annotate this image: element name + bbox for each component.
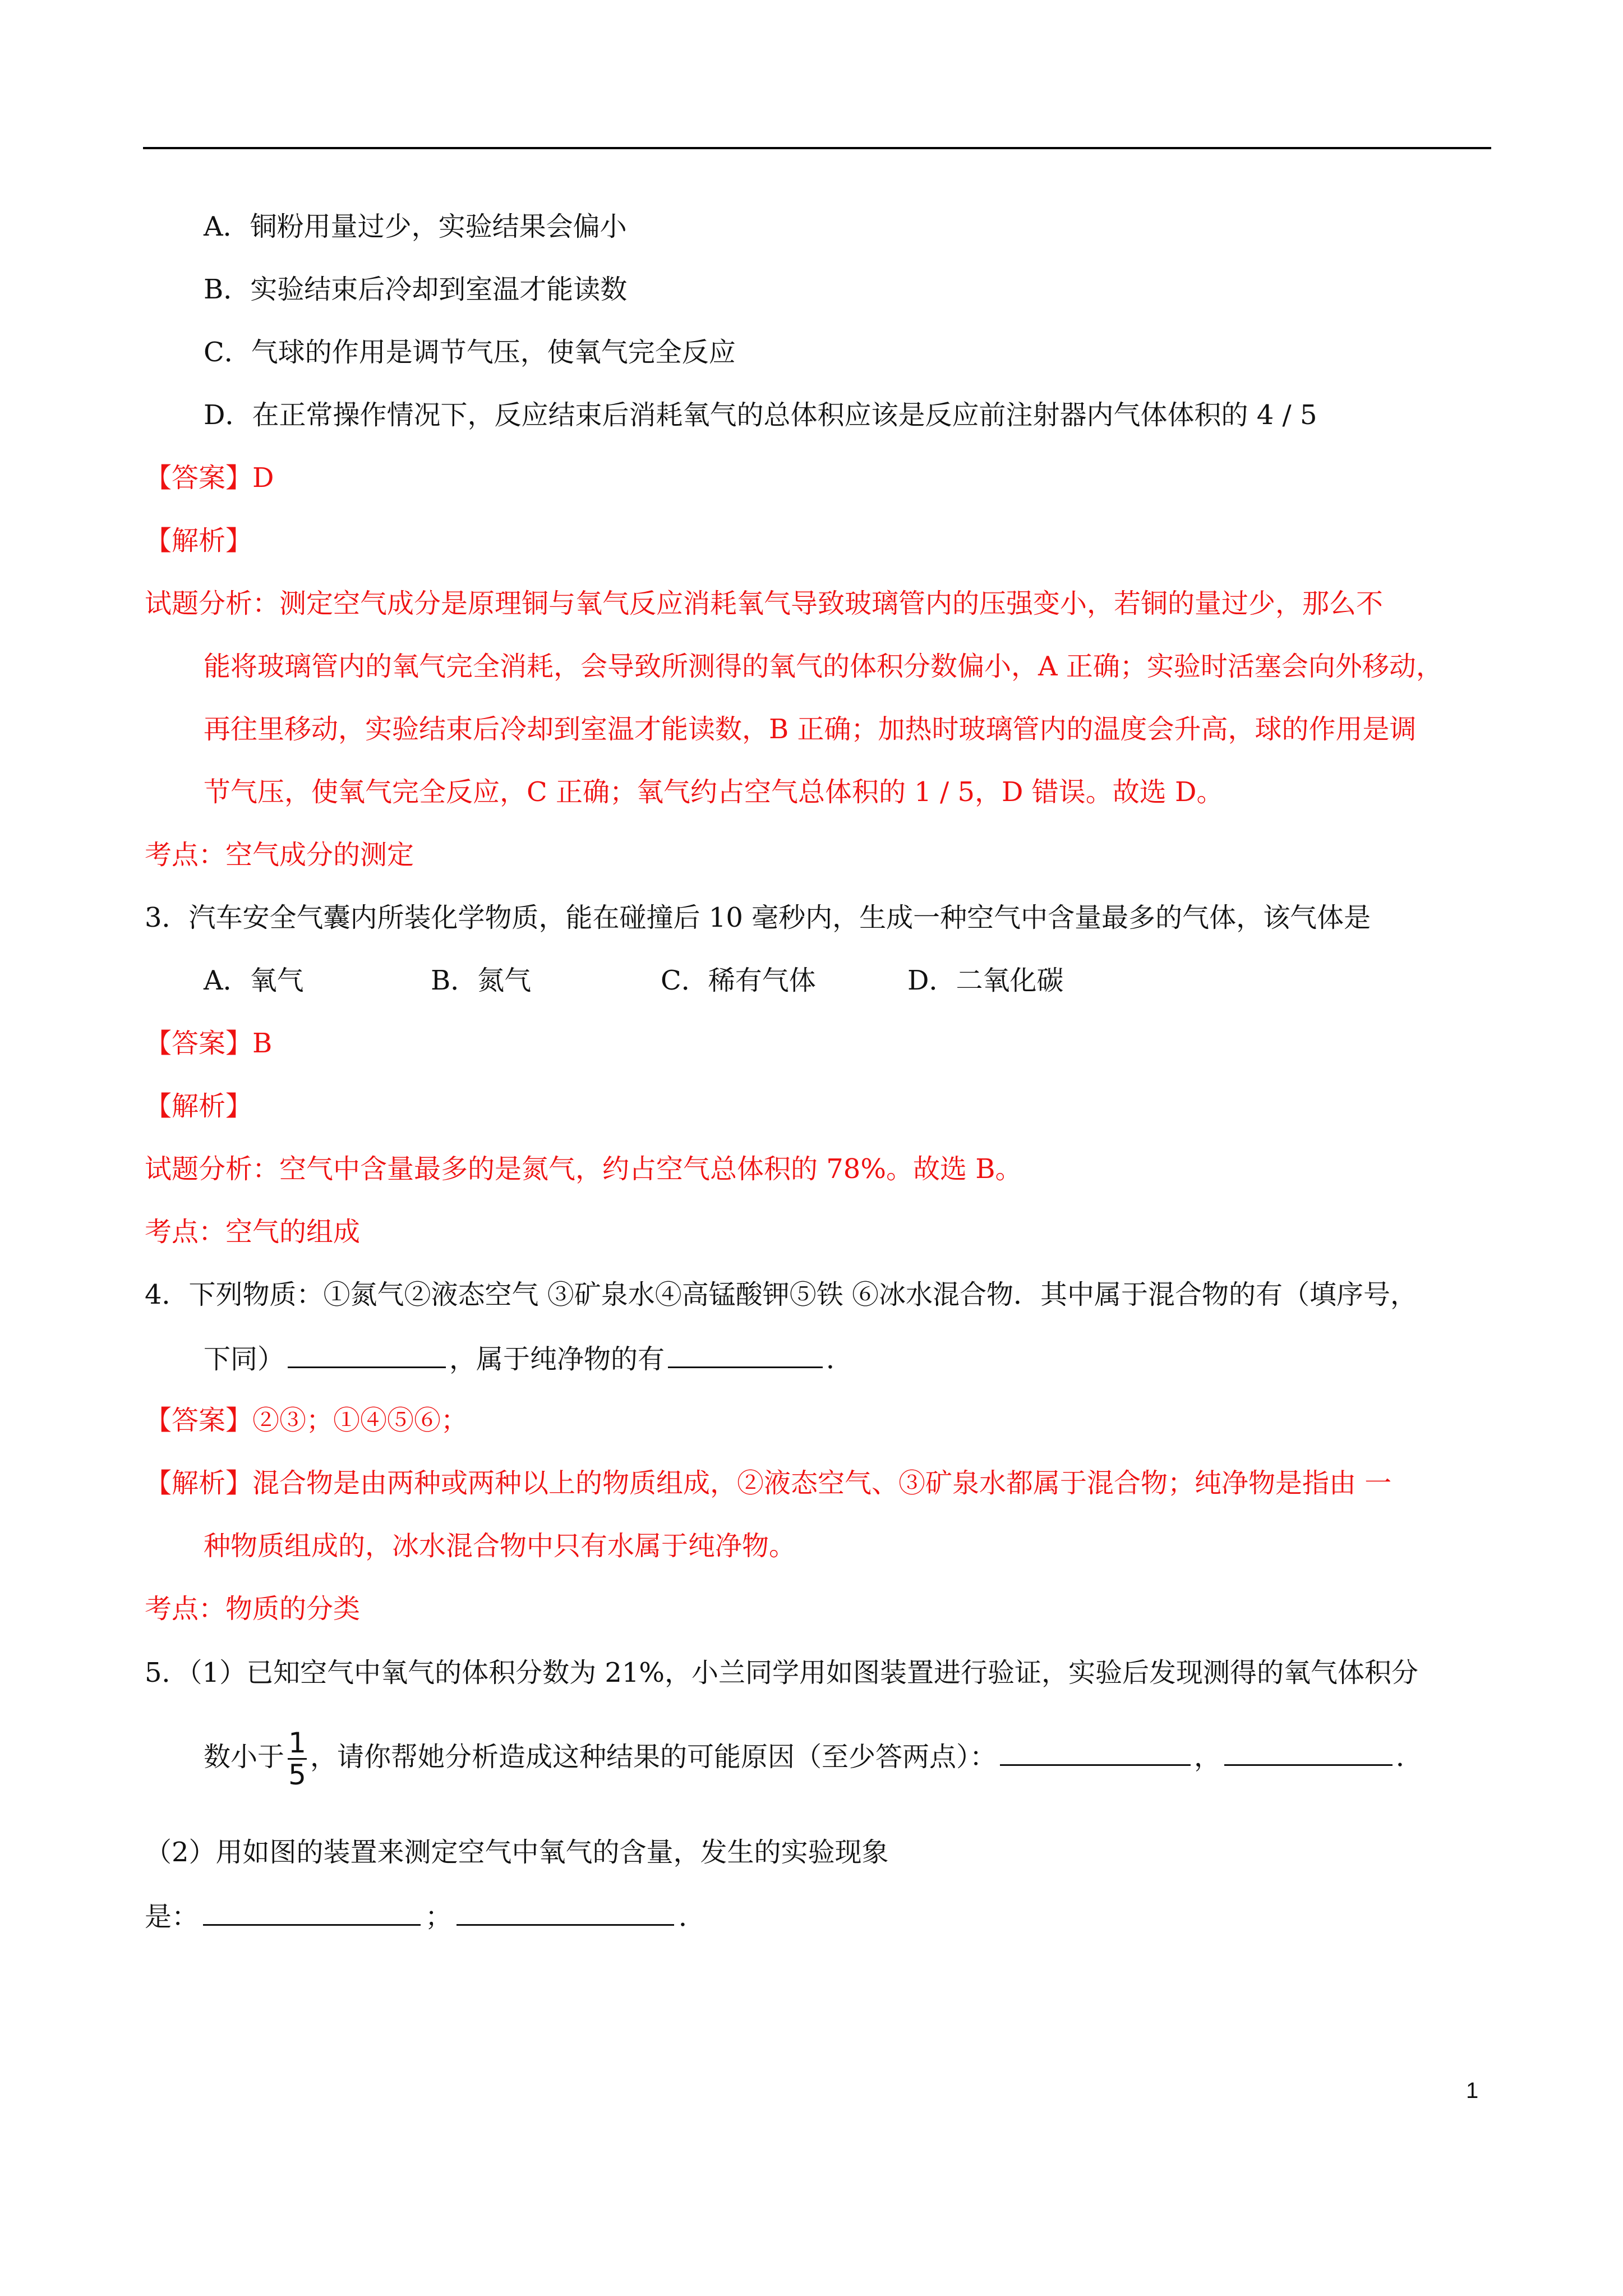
q5-text: ； — [425, 1901, 453, 1932]
answer-label: 【答案】 — [145, 462, 253, 494]
q3-option-a: A．氧气 — [204, 965, 304, 996]
fraction-numerator: 1 — [288, 1727, 306, 1759]
q5-line2 — [204, 1728, 1423, 1790]
q2-option-b: B．实验结束后冷却到室温才能读数 — [204, 274, 628, 305]
q5-text: ， — [1194, 1741, 1221, 1773]
q3-option-b: B．氮气 — [431, 965, 532, 996]
q5-text: 数小于 — [204, 1741, 285, 1773]
q2-analysis-line: 节气压，使氧气完全反应，C 正确；氧气约占空气总体积的 1 / 5，D 错误。故选 D。 — [204, 776, 1224, 808]
q4-analysis — [145, 1465, 1391, 1501]
q3-stem: 3．汽车安全气囊内所装化学物质，能在碰撞后 10 毫秒内，生成一种空气中含量最多的气体，该气体是 — [145, 902, 1371, 933]
q2-option-c: C．气球的作用是调节气压，使氧气完全反应 — [204, 337, 736, 368]
header-rule — [143, 147, 1491, 149]
q4-stem-line2 — [204, 1340, 853, 1377]
answer-value: B — [252, 1028, 273, 1059]
q5-line1: 5．（1）已知空气中氧气的体积分数为 21%，小兰同学用如图装置进行验证，实验后发现测得的氧气体积分 — [145, 1657, 1419, 1688]
q3-option-c: C．稀有气体 — [661, 965, 816, 996]
analysis-text: 混合物是由两种或两种以上的物质组成，②液态空气、③矿泉水都属于混合物；纯净物是指由 一 — [252, 1467, 1392, 1499]
answer-label: 【答案】 — [145, 1028, 253, 1059]
q2-point: 考点：空气成分的测定 — [145, 839, 414, 871]
q5-line4 — [145, 1897, 706, 1935]
q5-text: ． — [679, 1901, 706, 1932]
q2-analysis-label: 【解析】 — [145, 525, 253, 556]
answer-label: 【答案】 — [145, 1405, 253, 1436]
q4-stem-text: 下同） — [204, 1343, 285, 1375]
q2-analysis-line: 能将玻璃管内的氧气完全消耗，会导致所测得的氧气的体积分数偏小，A 正确；实验时活塞会向外移动， — [204, 651, 1443, 682]
q2-answer — [145, 460, 274, 496]
fraction-denominator: 5 — [288, 1759, 306, 1791]
q2-option-a: A．铜粉用量过少，实验结果会偏小 — [204, 211, 627, 242]
q4-point: 考点：物质的分类 — [145, 1593, 361, 1625]
q5-blank-phenomenon-2[interactable] — [457, 1897, 674, 1926]
q3-analysis-label: 【解析】 — [145, 1091, 253, 1122]
answer-value: D — [252, 462, 274, 494]
q5-blank-reason-1[interactable] — [1000, 1737, 1191, 1766]
q5-blank-reason-2[interactable] — [1224, 1737, 1393, 1766]
q5-text: ． — [1396, 1741, 1423, 1773]
q3-point: 考点：空气的组成 — [145, 1216, 361, 1248]
q5-text: ，请你帮她分析造成这种结果的可能原因（至少答两点）： — [310, 1741, 997, 1773]
q3-option-d: D．二氧化碳 — [907, 965, 1064, 996]
analysis-label: 【解析】 — [145, 1467, 253, 1499]
q4-stem-text: ，属于纯净物的有 — [449, 1343, 665, 1375]
page-number: 1 — [1466, 2078, 1479, 2103]
q3-answer — [145, 1025, 272, 1061]
q5-line3: （2）用如图的装置来测定空气中氧气的含量，发生的实验现象 — [145, 1837, 889, 1868]
q4-analysis-line2: 种物质组成的，冰水混合物中只有水属于纯净物。 — [204, 1530, 796, 1562]
q2-option-d: D．在正常操作情况下，反应结束后消耗氧气的总体积应该是反应前注射器内气体体积的 4 / 5 — [204, 399, 1317, 431]
q4-stem-line1: 4．下列物质：①氮气②液态空气 ③矿泉水④高锰酸钾⑤铁 ⑥冰水混合物．其中属于混合物的有（填序号， — [145, 1279, 1418, 1310]
fraction-one-fifth — [288, 1728, 307, 1790]
q4-blank-mixture[interactable] — [288, 1340, 446, 1368]
q4-blank-pure[interactable] — [668, 1340, 823, 1368]
answer-value: ②③；①④⑤⑥； — [252, 1405, 468, 1436]
q3-analysis: 试题分析：空气中含量最多的是氮气，约占空气总体积的 78%。故选 B。 — [145, 1153, 1022, 1185]
q4-stem-text: ． — [826, 1343, 854, 1375]
q5-text: 是： — [145, 1901, 199, 1932]
q2-analysis-line: 再往里移动，实验结束后冷却到室温才能读数，B 正确；加热时玻璃管内的温度会升高，球的作用是调 — [204, 714, 1417, 745]
q5-blank-phenomenon-1[interactable] — [203, 1897, 421, 1926]
q2-analysis-line: 试题分析：测定空气成分是原理铜与氧气反应消耗氧气导致玻璃管内的压强变小，若铜的量过少，那么不 — [145, 588, 1384, 619]
q4-answer — [145, 1402, 468, 1438]
